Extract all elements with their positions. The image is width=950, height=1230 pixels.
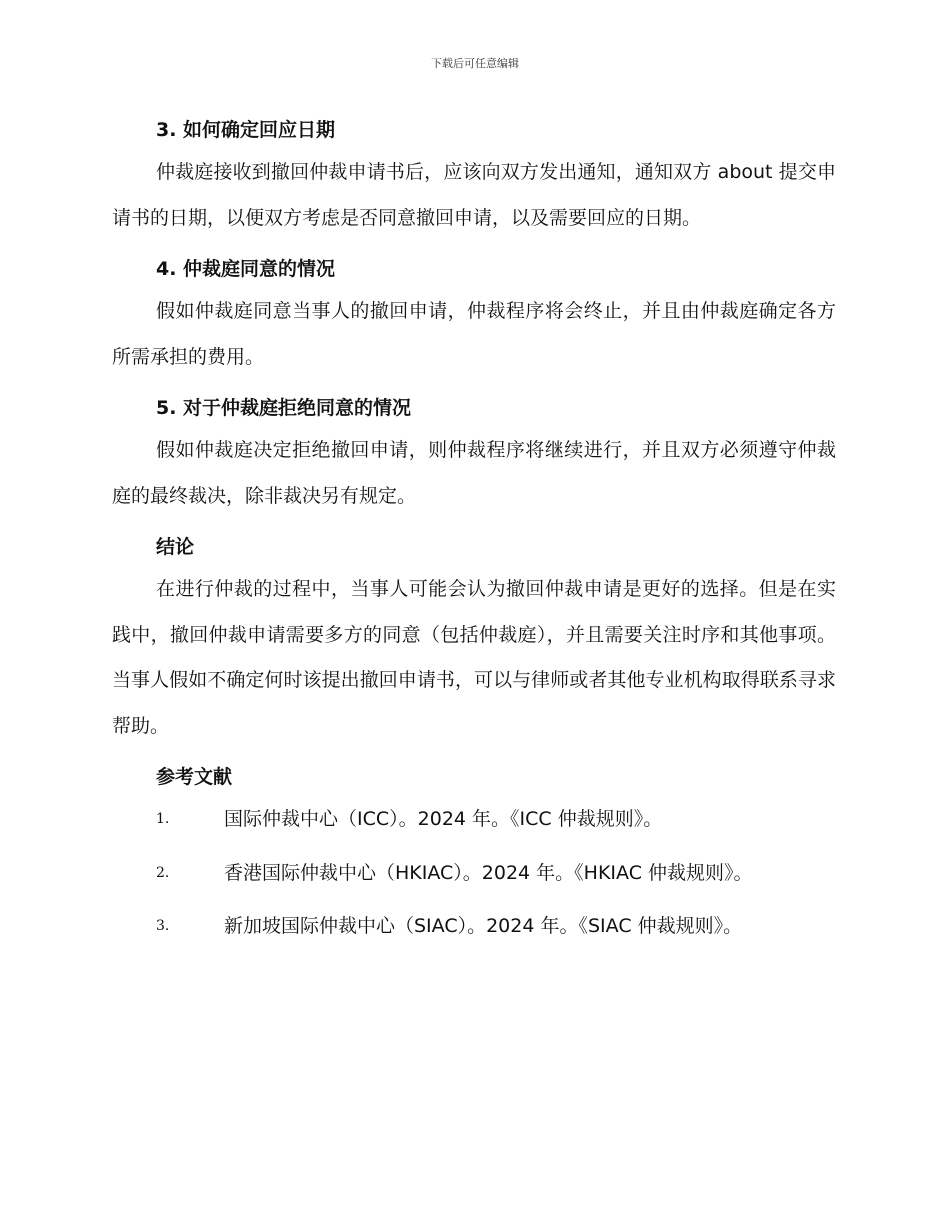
section-paragraph: 假如仲裁庭同意当事人的撤回申请，仲裁程序将会终止，并且由仲裁庭确定各方所需承担的费用。 [112, 300, 836, 368]
references-heading: 参考文献 [156, 766, 233, 788]
section-heading: 5. 对于仲裁庭拒绝同意的情况 [156, 397, 412, 419]
references-section [112, 757, 836, 950]
reference-item [112, 851, 836, 897]
section-heading: 结论 [156, 536, 195, 558]
reference-text: 新加坡国际仲裁中心（SIAC）。2024 年。《SIAC 仲裁规则》。 [224, 915, 743, 937]
reference-number: 3. [156, 918, 170, 934]
section-conclusion [112, 527, 836, 749]
page-header-note: 下载后可任意编辑 [431, 57, 519, 70]
document-body [112, 110, 836, 958]
section-tribunal-agrees [112, 249, 836, 380]
section-paragraph: 仲裁庭接收到撤回仲裁申请书后，应该向双方发出通知，通知双方 about 提交申请书的日期，以便双方考虑是否同意撤回申请，以及需要回应的日期。 [112, 161, 836, 229]
reference-number: 1. [156, 811, 170, 827]
section-response-date [112, 110, 836, 241]
reference-number: 2. [156, 864, 170, 881]
reference-item [112, 904, 836, 950]
reference-text: 香港国际仲裁中心（HKIAC）。2024 年。《HKIAC 仲裁规则》。 [224, 861, 753, 884]
reference-item [112, 797, 836, 843]
section-paragraph: 假如仲裁庭决定拒绝撤回申请，则仲裁程序将继续进行，并且双方必须遵守仲裁庭的最终裁决，除非裁决另有规定。 [112, 439, 836, 507]
section-tribunal-refuses [112, 388, 836, 519]
section-heading: 3. 如何确定回应日期 [156, 119, 336, 141]
section-heading: 4. 仲裁庭同意的情况 [156, 258, 336, 280]
section-paragraph: 在进行仲裁的过程中，当事人可能会认为撤回仲裁申请是更好的选择。但是在实践中，撤回仲裁申请需要多方的同意（包括仲裁庭），并且需要关注时序和其他事项。当事人假如不确定何时该提出撤回申请书，可以与律师或者其他专业机构取得联系寻求帮助。 [112, 578, 836, 737]
reference-text: 国际仲裁中心（ICC）。2024 年。《ICC 仲裁规则》。 [224, 808, 663, 830]
